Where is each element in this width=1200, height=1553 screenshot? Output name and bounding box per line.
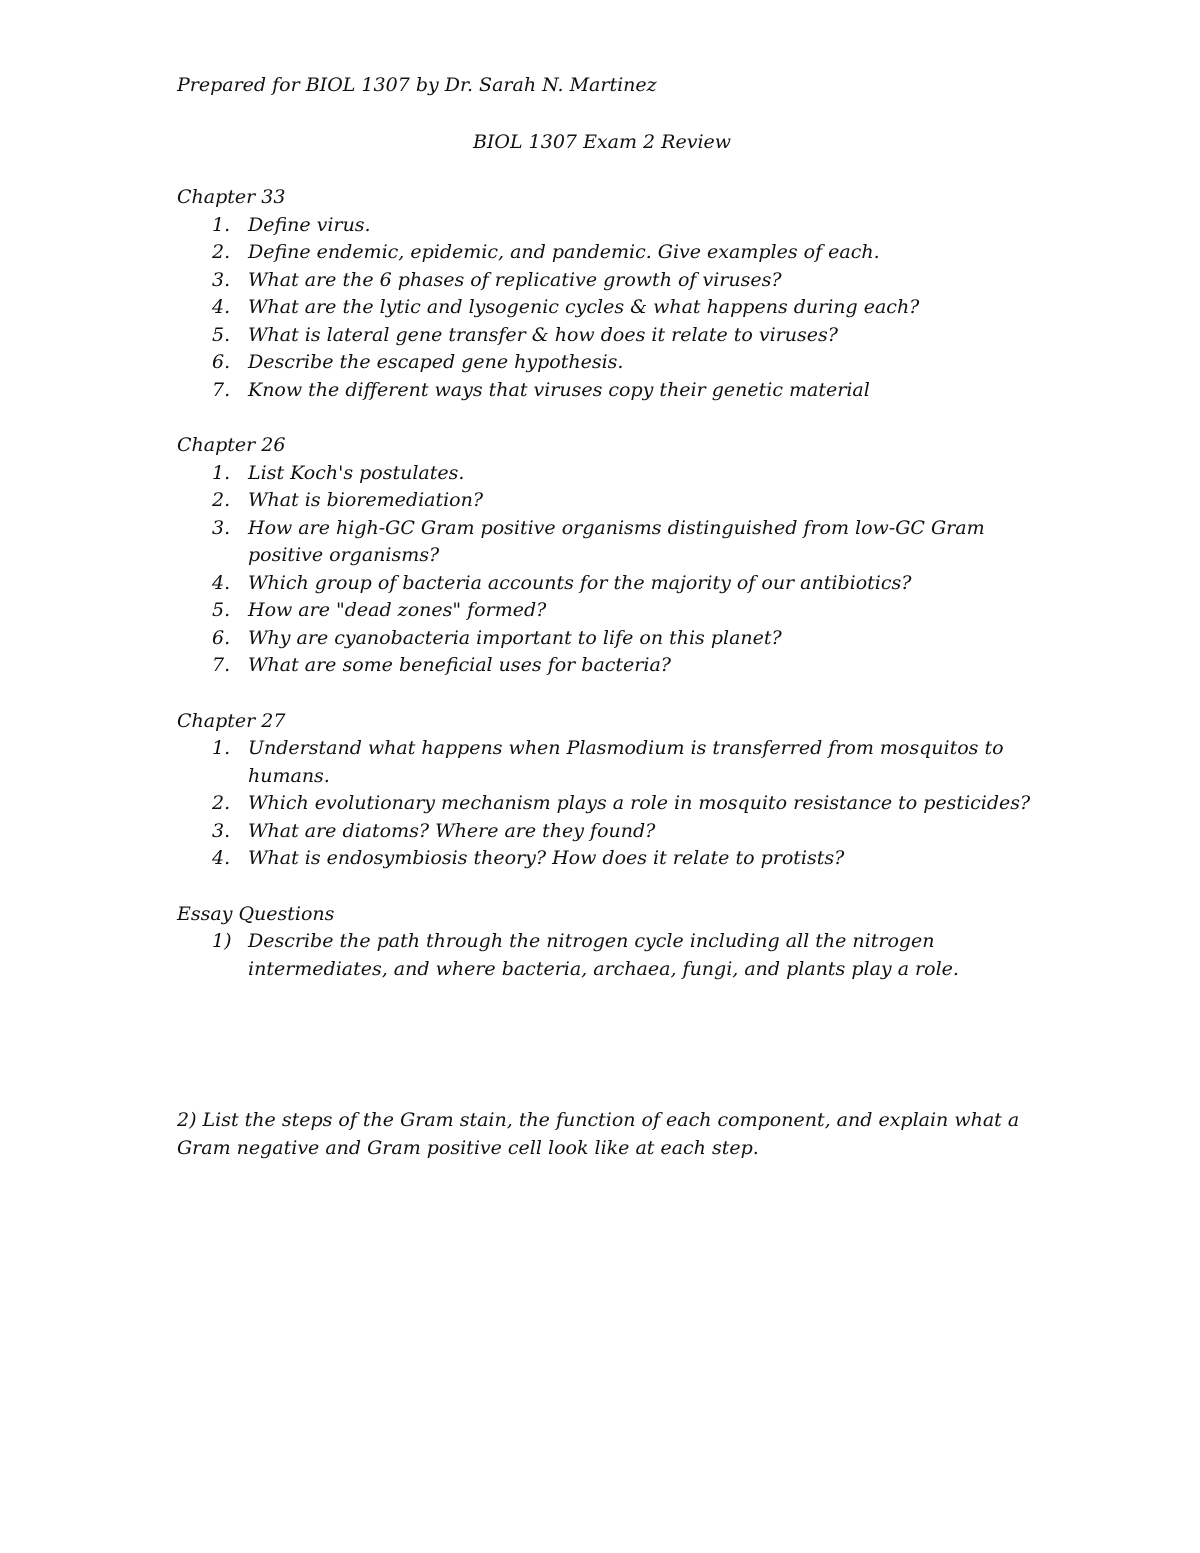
question-text: What is bioremediation? <box>248 489 484 511</box>
prepared-by-line: Prepared for BIOL 1307 by Dr. Sarah N. Martinez <box>177 74 657 96</box>
question-text: Why are cyanobacteria important to life on this planet? <box>248 626 782 649</box>
question-number: 1. <box>212 461 231 484</box>
question-number: 1. <box>212 737 231 759</box>
question-number: 5. <box>212 599 231 621</box>
essay-question-2: 2) List the steps of the Gram stain, the function of each component, and explain what a Gram negative and Gram positive cell look like at each step. <box>177 1109 1020 1159</box>
question-item <box>177 212 1037 240</box>
section-heading: Chapter 27 <box>177 709 286 732</box>
question-text: What are the lytic and lysogenic cycles & what happens during each? <box>248 296 920 318</box>
question-item <box>177 625 1037 653</box>
section-heading: Chapter 33 <box>177 186 286 208</box>
section-chapter-27 <box>177 708 1037 873</box>
question-text: List Koch's postulates. <box>248 461 465 484</box>
question-item <box>177 652 1037 680</box>
question-text: What are diatoms? Where are they found? <box>248 819 656 842</box>
question-item <box>177 818 1037 846</box>
question-text: Which evolutionary mechanism plays a role in mosquito resistance to pesticides? <box>248 792 1031 814</box>
question-number: 3. <box>212 516 231 539</box>
question-number: 4. <box>212 847 231 869</box>
question-text: Understand what happens when Plasmodium is transferred from mosquitos to humans. <box>248 737 1004 787</box>
section-heading: Essay Questions <box>177 902 335 925</box>
question-text: How are high-GC Gram positive organisms distinguished from low-GC Gram positive organisms? <box>248 516 985 566</box>
document-page <box>177 72 1037 1181</box>
section-chapter-26 <box>177 432 1037 680</box>
question-item <box>177 349 1037 377</box>
question-item <box>177 239 1037 267</box>
question-item <box>177 460 1037 488</box>
question-text: What is lateral gene transfer & how does it relate to viruses? <box>248 323 838 346</box>
question-item <box>177 845 1037 873</box>
question-item <box>177 487 1037 515</box>
question-list <box>177 735 1037 873</box>
question-item <box>177 597 1037 625</box>
question-number: 2. <box>212 489 231 511</box>
question-item <box>177 515 1037 570</box>
question-number: 5. <box>212 323 231 346</box>
question-number: 2. <box>212 792 231 814</box>
question-text: Know the different ways that viruses copy their genetic material <box>248 378 870 401</box>
question-text: Define endemic, epidemic, and pandemic. Give examples of each. <box>248 241 880 263</box>
section-essay-questions <box>177 901 1037 984</box>
question-text: Which group of bacteria accounts for the majority of our antibiotics? <box>248 571 912 594</box>
question-number: 7. <box>212 654 231 676</box>
question-item <box>177 735 1037 790</box>
essay-list <box>177 928 1037 983</box>
question-item <box>177 267 1037 295</box>
question-text: Describe the escaped gene hypothesis. <box>248 351 624 373</box>
section-chapter-33 <box>177 184 1037 404</box>
question-text: How are "dead zones" formed? <box>248 599 547 621</box>
section-heading: Chapter 26 <box>177 434 286 456</box>
question-list <box>177 460 1037 680</box>
essay-item <box>177 928 1037 983</box>
question-list <box>177 212 1037 405</box>
document-title: BIOL 1307 Exam 2 Review <box>472 130 732 153</box>
question-text: What are some beneficial uses for bacteria? <box>248 654 671 676</box>
essay-number: 1) <box>212 930 232 952</box>
question-number: 6. <box>212 351 231 373</box>
question-item <box>177 322 1037 350</box>
question-number: 2. <box>212 241 231 263</box>
question-number: 3. <box>212 268 231 291</box>
question-item <box>177 377 1037 405</box>
question-number: 3. <box>212 819 231 842</box>
question-text: What is endosymbiosis theory? How does it relate to protists? <box>248 847 845 869</box>
question-item <box>177 570 1037 598</box>
question-text: Define virus. <box>248 213 371 236</box>
question-item <box>177 790 1037 818</box>
question-text: What are the 6 phases of replicative growth of viruses? <box>248 268 782 291</box>
essay-text: Describe the path through the nitrogen cycle including all the nitrogen intermediates, and where bacteria, archaea, fungi, and plants play a role. <box>248 930 959 980</box>
question-number: 4. <box>212 296 231 318</box>
question-number: 4. <box>212 571 231 594</box>
question-number: 1. <box>212 213 231 236</box>
question-number: 7. <box>212 378 231 401</box>
question-number: 6. <box>212 626 231 649</box>
question-item <box>177 294 1037 322</box>
